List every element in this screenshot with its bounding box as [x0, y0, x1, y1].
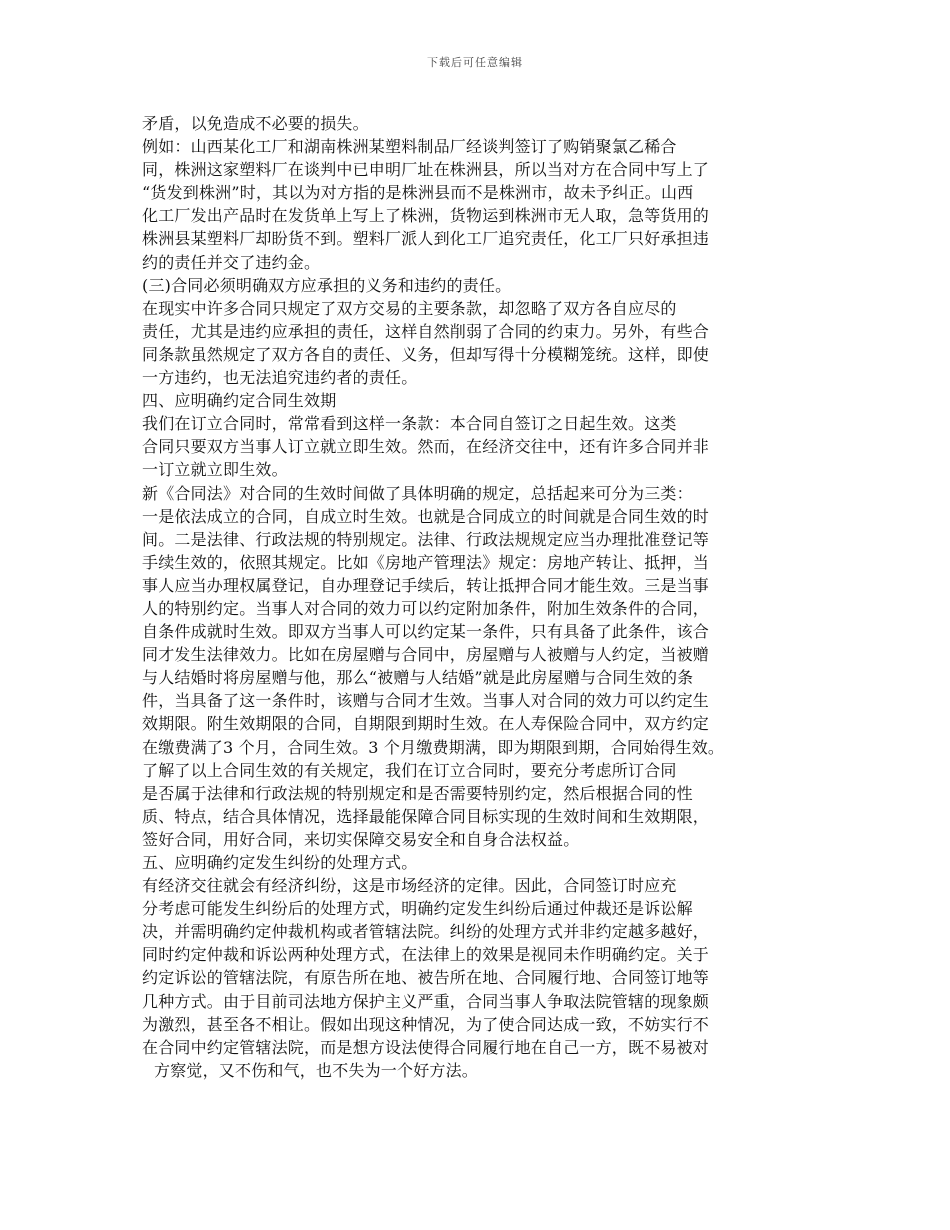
text-line: 同才发生法律效力。比如在房屋赠与合同中，房屋赠与人被赠与人约定，当被赠 [142, 645, 710, 665]
text-line: 质、特点，结合具体情况，选择最能保障合同目标实现的生效时间和生效期限， [142, 806, 710, 826]
document-body [142, 112, 812, 1082]
text-line: 化工厂发出产品时在发货单上写上了株洲，货物运到株洲市无人取，急等货用的 [142, 206, 710, 226]
text-line: 在合同中约定管辖法院，而是想方设法使得合同履行地在自己一方，既不易被对 [142, 1037, 710, 1057]
text-line: 株洲县某塑料厂却盼货不到。塑料厂派人到化工厂追究责任，化工厂只好承担违 [142, 229, 710, 249]
text-line: 是否属于法律和行政法规的特别规定和是否需要特别约定，然后根据合同的性 [142, 783, 693, 803]
text-line: 在现实中许多合同只规定了双方交易的主要条款，却忽略了双方各自应尽的 [142, 298, 677, 318]
text-line: 一是依法成立的合同，自成立时生效。也就是合同成立的时间就是合同生效的时 [142, 506, 710, 526]
text-line: 责任，尤其是违约应承担的责任，这样自然削弱了合同的约束力。另外，有些合 [142, 321, 710, 341]
text-line: 合同只要双方当事人订立就立即生效。然而，在经济交往中，还有许多合同并非 [142, 437, 710, 457]
text-line: 一方违约，也无法追究违约者的责任。 [142, 368, 418, 388]
text-line: 五、应明确约定发生纠纷的处理方式。 [142, 853, 418, 872]
text-line: 新《合同法》对合同的生效时间做了具体明确的规定，总括起来可分为三类： [142, 483, 693, 503]
text-line: 约的责任并交了违约金。 [142, 252, 321, 272]
text-line: 事人应当办理权属登记，自办理登记手续后，转让抵押合同才能生效。三是当事 [142, 575, 710, 595]
text-line: 几种方式。由于目前司法地方保护主义严重，合同当事人争取法院管辖的现象颇 [142, 991, 710, 1011]
text-line: 间。二是法律、行政法规的特别规定。法律、行政法规规定应当办理批准登记等 [142, 529, 710, 549]
text-line: 同，株洲这家塑料厂在谈判中已申明厂址在株洲县，所以当对方在合同中写上了 [142, 160, 710, 180]
text-line: 四、应明确约定合同生效期 [142, 391, 337, 411]
text-line: 决，并需明确约定仲裁机构或者管辖法院。纠纷的处理方式并非约定越多越好， [142, 922, 710, 942]
text-line: 一订立就立即生效。 [142, 460, 288, 480]
text-line: 同条款虽然规定了双方各自的责任、义务，但却写得十分模糊笼统。这样，即使 [142, 344, 710, 364]
text-line: 在缴费满了3 个月，合同生效。3 个月缴费期满，即为期限到期，合同始得生效。 [142, 737, 725, 757]
text-line: 矛盾，以免造成不必要的损失。 [142, 114, 369, 133]
text-line: 有经济交往就会有经济纠纷，这是市场经济的定律。因此，合同签订时应充 [142, 876, 677, 896]
text-line: 了解了以上合同生效的有关规定，我们在订立合同时，要充分考虑所订合同 [142, 760, 677, 780]
text-line: “货发到株洲”时，其以为对方指的是株洲县而不是株洲市，故未予纠正。山西 [142, 183, 694, 203]
text-line: 与人结婚时将房屋赠与他，那么“被赠与人结婚”就是此房屋赠与合同生效的条 [142, 668, 694, 688]
text-line: 签好合同，用好合同，来切实保障交易安全和自身合法权益。 [142, 829, 580, 849]
text-line: 例如：山西某化工厂和湖南株洲某塑料制品厂经谈判签订了购销聚氯乙稀合 [142, 137, 677, 157]
text-line: 方察觉，又不伤和气，也不失为一个好方法。 [154, 1060, 479, 1080]
text-line: 我们在订立合同时，常常看到这样一条款：本合同自签订之日起生效。这类 [142, 414, 677, 434]
text-line: 手续生效的，依照其规定。比如《房地产管理法》规定：房地产转让、抵押，当 [142, 552, 710, 572]
text-line: 同时约定仲裁和诉讼两种处理方式，在法律上的效果是视同未作明确约定。关于 [142, 945, 710, 965]
page-header: 下载后可任意编辑 [427, 56, 523, 69]
text-line: 分考虑可能发生纠纷后的处理方式，明确约定发生纠纷后通过仲裁还是诉讼解 [142, 899, 693, 919]
text-line: 件，当具备了这一条件时，该赠与合同才生效。当事人对合同的效力可以约定生 [142, 691, 710, 711]
text-line: 人的特别约定。当事人对合同的效力可以约定附加条件，附加生效条件的合同， [142, 598, 710, 618]
text-line: 为激烈，甚至各不相让。假如出现这种情况，为了使合同达成一致，不妨实行不 [142, 1014, 710, 1034]
text-line: 效期限。附生效期限的合同，自期限到期时生效。在人寿保险合同中，双方约定 [142, 714, 710, 734]
text-line: 约定诉讼的管辖法院，有原告所在地、被告所在地、合同履行地、合同签订地等 [142, 968, 710, 988]
text-line: 自条件成就时生效。即双方当事人可以约定某一条件，只有具备了此条件，该合 [142, 622, 710, 642]
text-line: (三)合同必须明确双方应承担的义务和违约的责任。 [142, 275, 512, 295]
